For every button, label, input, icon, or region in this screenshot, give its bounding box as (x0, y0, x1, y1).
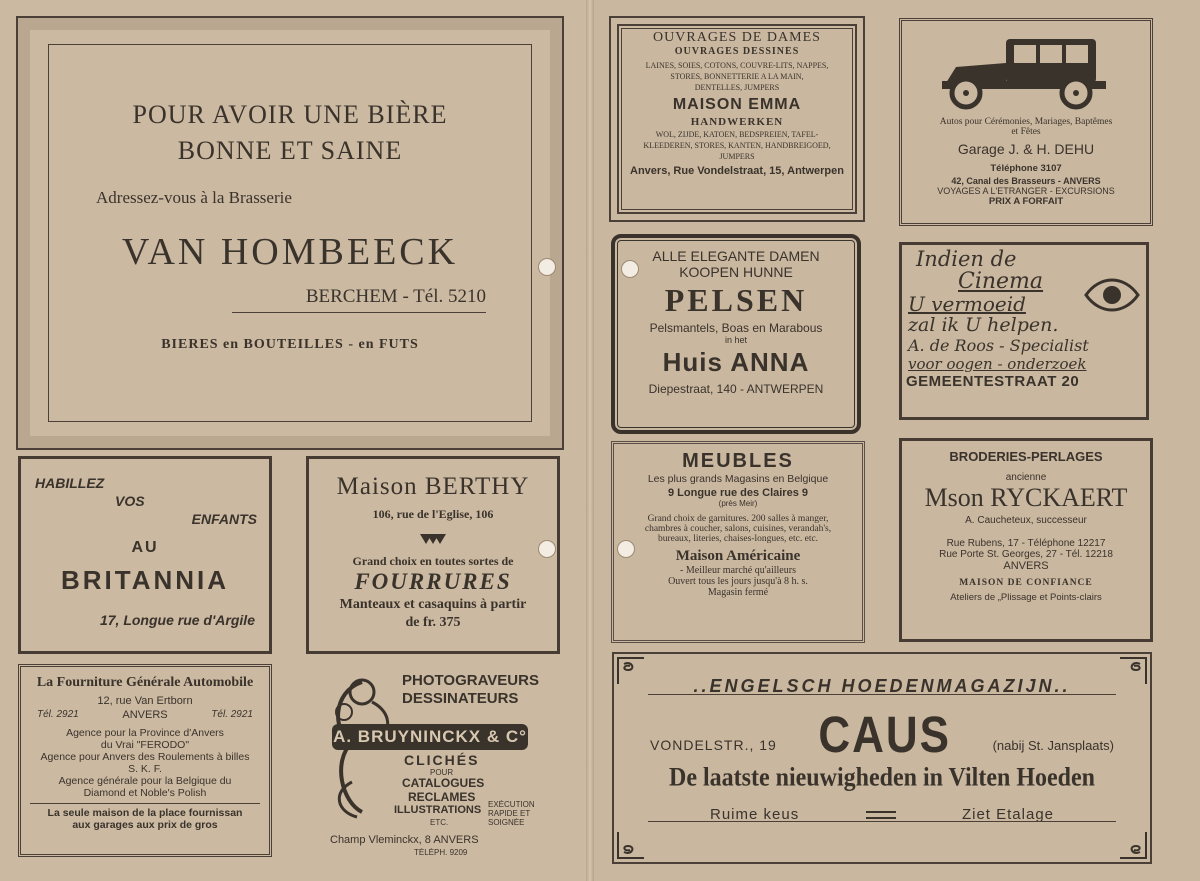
bruyninckx-reclames: RECLAMES (408, 790, 476, 804)
emma-line-2: OUVRAGES DESSINÉS (674, 46, 800, 57)
dehu-line-2: et Fêtes (1011, 127, 1041, 137)
ryckaert-line-7: Ateliers de „Plissage et Points-clairs (950, 592, 1102, 603)
bruyninckx-tel: TÉLÉPH. 9209 (414, 848, 468, 857)
brasserie-line-1: POUR AVOIR UNE BIÈRE (132, 100, 448, 129)
pelsen-ad (611, 234, 861, 434)
britannia-line-1: HABILLEZ (35, 475, 105, 491)
pelsen-address: Diepestraat, 140 - ANTWERPEN (648, 382, 824, 396)
meubles-line-1: Les plus grands Magasins en Belgique (647, 473, 829, 485)
ryckaert-name: Mson RYCKAERT (924, 483, 1128, 512)
fourniture-line-6: Diamond et Noble's Polish (83, 787, 207, 799)
fourniture-address: 12, rue Van Ertborn (97, 695, 193, 707)
eye-icon (1082, 265, 1142, 325)
ryckaert-ad (899, 438, 1153, 642)
meubles-name: Maison Américaine (675, 548, 801, 564)
fourniture-bottom-2: aux garages aux prix de gros (72, 819, 218, 831)
roos-line-1: Indien de (916, 247, 1017, 271)
bruyninckx-ad (318, 668, 548, 860)
ryckaert-line-3: A. Caucheteux, successeur (965, 515, 1087, 526)
diamond-ornament-icon (418, 532, 448, 546)
caus-bottom-2: Ziet Etalage (961, 806, 1054, 823)
corner-ornament-icon (1118, 830, 1148, 860)
bruyninckx-address: Champ Vleminckx, 8 ANVERS (330, 834, 479, 846)
meubles-line-4: Grand choix de garnitures. 200 salles à manger, (647, 514, 829, 524)
roos-line-2: Cinema (958, 269, 1044, 294)
emma-ad (611, 18, 863, 220)
fourniture-tel-left: Tél. 2921 (37, 709, 79, 720)
pelsen-line-3: Pelsmantels, Boas en Marabous (649, 321, 823, 335)
pelsen-line-2: KOOPEN HUNNE (679, 264, 793, 280)
dehu-line-1: Autos pour Cérémonies, Mariages, Baptêmes (939, 117, 1113, 127)
bruyninckx-title-1: PHOTOGRAVEURS (402, 672, 539, 689)
meubles-line-6: bureaux, literies, chaises-longues, etc. etc. (657, 534, 819, 544)
emma-line-3: LAINES, SOIES, COTONS, COUVRE-LITS, NAPPES, (645, 61, 829, 70)
fourniture-tel-right: Tél. 2921 (211, 709, 253, 720)
emma-line-8: JUMPERS (719, 152, 755, 161)
corner-ornament-icon (616, 656, 646, 686)
fourniture-line-4: S. K. F. (128, 763, 162, 775)
fourniture-line-1: Agence pour la Province d'Anvers (66, 727, 224, 739)
caus-line-2: De laatste nieuwigheden in Vilten Hoeden (668, 763, 1095, 793)
fourniture-title: La Fourniture Générale Automobile (36, 675, 254, 690)
berthy-line-3: de fr. 375 (405, 615, 461, 630)
bruyninckx-banner (332, 724, 528, 750)
bruyninckx-pour: POUR (430, 768, 454, 777)
dehu-name: Garage J. & H. DEHU (957, 141, 1095, 157)
bruyninckx-illustrations: ILLUSTRATIONS (394, 804, 482, 816)
caus-line-1: ..ENGELSCH HOEDENMAGAZIJN.. (693, 676, 1071, 696)
caus-left: VONDELSTR., 19 (650, 737, 777, 753)
pelsen-name: Huis ANNA (662, 347, 810, 377)
caus-right: (nabij St. Jansplaats) (992, 738, 1114, 753)
page-fold (586, 0, 594, 881)
bruyninckx-name: A. BRUYNINCKX & C° (333, 727, 527, 746)
emma-address: Anvers, Rue Vondelstraat, 15, Antwerpen (630, 165, 844, 177)
roos-line-3: U vermoeid (908, 292, 1026, 316)
roos-line-6: voor oogen - onderzoek (908, 355, 1087, 373)
berthy-line-1: Grand choix en toutes sortes de (352, 554, 514, 568)
bruyninckx-exec-1: EXÉCUTION (488, 800, 535, 809)
dehu-line-3: VOYAGES A L'ETRANGER - EXCURSIONS (937, 186, 1115, 196)
emma-line-6: WOL, ZIJDE, KATOEN, BEDSPREIEN, TAFEL- (655, 130, 819, 139)
binder-hole-1 (538, 258, 556, 276)
caus-ad (612, 652, 1152, 864)
meubles-title: MEUBLES (682, 450, 794, 472)
berthy-name: Maison BERTHY (336, 473, 530, 500)
ryckaert-line-5: Rue Porte St. Georges, 27 - Tél. 12218 (939, 549, 1113, 560)
ryckaert-line-1: BRODERIES-PERLAGES (949, 449, 1103, 464)
bruyninckx-catalogues: CATALOGUES (402, 776, 485, 790)
meubles-line-8: Ouvert tous les jours jusqu'à 8 h. s. (668, 576, 808, 587)
britannia-address: 17, Longue rue d'Argile (99, 612, 255, 628)
corner-ornament-icon (1118, 656, 1148, 686)
meubles-line-7: - Meilleur marché qu'ailleurs (680, 565, 796, 576)
ryckaert-line-4: Rue Rubens, 17 - Téléphone 12217 (946, 538, 1106, 549)
emma-handwerken: HANDWERKEN (690, 116, 784, 128)
pelsen-line-1: ALLE ELEGANTE DAMEN (652, 248, 820, 264)
brasserie-name: VAN HOMBEECK (121, 231, 459, 273)
caus-bottom-1: Ruime keus (710, 806, 800, 823)
britannia-line-4: AU (131, 539, 159, 556)
berthy-big: FOURRURES (354, 569, 512, 594)
brasserie-address: BERCHEM - Tél. 5210 (305, 286, 486, 307)
roos-line-4: zal ik U helpen. (908, 314, 1059, 336)
brasserie-bottom: BIERES en BOUTEILLES - en FUTS (161, 337, 419, 352)
ryckaert-line-6: MAISON DE CONFIANCE (959, 578, 1093, 588)
pelsen-big: PELSEN (664, 282, 808, 318)
brasserie-ad (18, 18, 562, 448)
bruyninckx-exec-3: SOIGNÉE (488, 818, 525, 827)
fourniture-ad (18, 664, 272, 857)
fourniture-line-2: du Vrai "FERODO" (100, 739, 190, 751)
emma-line-1: OUVRAGES DE DAMES (653, 30, 821, 45)
double-rule-icon (866, 811, 896, 819)
meubles-line-2: 9 Longue rue des Claires 9 (668, 487, 808, 499)
fourniture-bottom-1: La seule maison de la place fournissan (47, 807, 243, 819)
dehu-address: 42, Canal des Brasseurs - ANVERS (951, 176, 1101, 186)
fourniture-line-3: Agence pour Anvers des Roulements à billes (40, 751, 250, 763)
berthy-line-2: Manteaux et casaquins à partir (339, 597, 527, 612)
brasserie-line-3: Adressez-vous à la Brasserie (96, 188, 292, 207)
brasserie-line-2: BONNE ET SAINE (177, 136, 403, 165)
britannia-ad (18, 456, 272, 654)
roos-line-7: GEMEENTESTRAAT 20 (906, 373, 1080, 390)
corner-ornament-icon (616, 830, 646, 860)
fourniture-line-5: Agence générale pour la Belgique du (58, 775, 232, 787)
ryckaert-line-2: ancienne (1005, 472, 1047, 483)
fourniture-city: ANVERS (122, 709, 168, 721)
britannia-name: BRITANNIA (60, 565, 230, 595)
emma-line-7: KLEEDEREN, STORES, KANTEN, HANDBREIGOED, (643, 141, 831, 150)
bruyninckx-exec-2: RAPIDE ET (488, 809, 531, 818)
berthy-address: 106, rue de l'Eglise, 106 (372, 507, 494, 521)
roos-ad (899, 242, 1149, 420)
bruyninckx-etc: ETC. (430, 818, 449, 827)
emma-name: MAISON EMMA (672, 96, 802, 113)
berthy-ad (306, 456, 560, 654)
bruyninckx-cliches: CLICHÉS (404, 752, 480, 768)
pelsen-line-4: in het (724, 335, 748, 345)
emma-line-4: STORES, BONNETTERIE A LA MAIN, (670, 72, 804, 81)
ryckaert-city: ANVERS (1003, 560, 1049, 572)
roos-line-5: A. de Roos - Specialist (908, 336, 1089, 355)
meubles-line-5: chambres à coucher, salons, cuisines, verandah's, (644, 524, 832, 534)
meubles-line-3: (près Meir) (718, 499, 758, 508)
emma-line-5: DENTELLES, JUMPERS (694, 83, 780, 92)
dehu-tel: Téléphone 3107 (990, 163, 1062, 174)
meubles-ad (611, 441, 865, 643)
britannia-line-2: VOS (115, 493, 145, 509)
caus-name: CAUS (818, 707, 952, 764)
automobile-icon (936, 33, 1116, 113)
dehu-line-4: PRIX A FORFAIT (988, 196, 1064, 207)
bruyninckx-title-2: DESSINATEURS (402, 690, 519, 707)
dehu-ad (899, 18, 1153, 226)
meubles-line-9: Magasin fermé (707, 587, 769, 598)
britannia-line-3: ENFANTS (191, 511, 257, 527)
